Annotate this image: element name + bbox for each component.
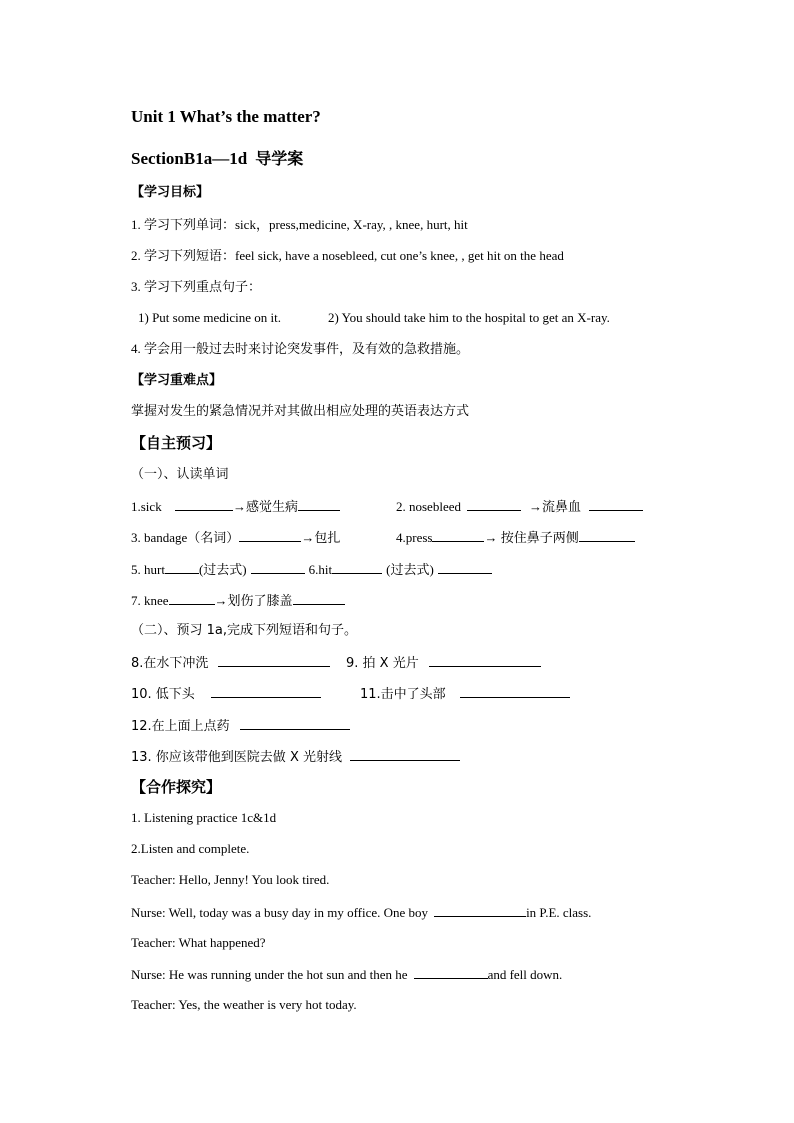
- phrase-9-blank[interactable]: [429, 653, 541, 667]
- word-1-blank[interactable]: [175, 497, 233, 511]
- section-subtitle: [131, 148, 303, 170]
- section-subtitle-cn: 导学案: [255, 149, 304, 168]
- word-row-7: [131, 591, 345, 610]
- dialogue-line-4-end: and fell down.: [487, 967, 563, 982]
- word-5-past-blank[interactable]: [251, 560, 305, 574]
- dialogue-line-3: Teacher: What happened?: [131, 935, 266, 950]
- word-3-blank[interactable]: [239, 528, 301, 542]
- dialogue-line-4: [131, 965, 562, 984]
- coop-item-2: 2.Listen and complete.: [131, 841, 250, 856]
- word-4-label: 4.press: [396, 530, 433, 545]
- objective-item-1: 1. 学习下列单词：sick，press,medicine, X-ray, , knee, hurt, hit: [131, 217, 468, 232]
- part2-heading: （二）、预习 1a,完成下列短语和句子。: [131, 623, 358, 638]
- word-row-2: [396, 497, 643, 516]
- word-row-3: [131, 528, 340, 547]
- phrase-row-9: [346, 653, 541, 673]
- word-1-label: 1.sick: [131, 499, 162, 514]
- word-2-meaning-blank[interactable]: [589, 497, 643, 511]
- phrase-10-blank[interactable]: [211, 684, 321, 698]
- word-3-meaning: →包扎: [301, 530, 341, 545]
- phrase-9-label: 9. 拍 X 光片: [346, 656, 419, 671]
- phrase-row-11: [360, 684, 570, 704]
- word-6-past-blank[interactable]: [438, 560, 492, 574]
- word-1-meaning-blank[interactable]: [298, 497, 340, 511]
- preview-heading: 【自主预习】: [131, 434, 222, 452]
- part1-heading: （一）、认读单词: [131, 467, 229, 482]
- word-6-blank[interactable]: [332, 560, 382, 574]
- phrase-10-label: 10. 低下头: [131, 687, 195, 702]
- word-4-meaning-blank[interactable]: [579, 528, 635, 542]
- dialogue-line-2-end: in P.E. class.: [526, 905, 592, 920]
- phrase-12-blank[interactable]: [240, 716, 350, 730]
- page-title: Unit 1 What’s the matter?: [131, 107, 321, 126]
- phrase-13-label: 13. 你应该带他到医院去做 X 光射线: [131, 750, 342, 765]
- word-7-meaning-blank[interactable]: [293, 591, 345, 605]
- word-2-label: 2. nosebleed: [396, 499, 461, 514]
- dialogue-line-2-blank[interactable]: [434, 903, 526, 917]
- word-5-note: (过去式): [198, 562, 247, 577]
- phrase-row-8: [131, 653, 330, 673]
- phrase-8-label: 8.在水下冲洗: [131, 656, 209, 671]
- phrase-row-13: [131, 747, 460, 767]
- dialogue-line-2: [131, 903, 591, 922]
- word-7-blank[interactable]: [169, 591, 215, 605]
- dialogue-line-4-blank[interactable]: [414, 965, 488, 979]
- word-7-label: 7. knee: [131, 593, 169, 608]
- word-6-label: 6.hit: [308, 562, 333, 577]
- word-1-meaning: →感觉生病: [233, 499, 299, 514]
- dialogue-line-5: Teacher: Yes, the weather is very hot today.: [131, 997, 357, 1012]
- word-2-meaning: →流鼻血: [528, 499, 581, 514]
- word-4-blank[interactable]: [432, 528, 484, 542]
- objective-item-4: 4. 学会用一般过去时来讨论突发事件，及有效的急救措施。: [131, 341, 470, 356]
- word-row-5: [131, 560, 492, 579]
- dialogue-line-1: Teacher: Hello, Jenny! You look tired.: [131, 872, 330, 887]
- coop-item-1: 1. Listening practice 1c&1d: [131, 810, 277, 825]
- phrase-row-10: [131, 684, 321, 704]
- word-6-note: (过去式): [386, 562, 434, 577]
- word-4-meaning: → 按住鼻子两侧: [484, 530, 579, 545]
- phrase-row-12: [131, 716, 350, 736]
- coop-heading: 【合作探究】: [131, 778, 222, 796]
- dialogue-line-4-start: Nurse: He was running under the hot sun and then he: [131, 967, 408, 982]
- word-5-label: 5. hurt: [131, 562, 165, 577]
- difficulty-heading: 【学习重难点】: [131, 373, 223, 388]
- word-5-blank[interactable]: [165, 560, 199, 574]
- objectives-heading: 【学习目标】: [131, 185, 210, 200]
- phrase-11-label: 11.击中了头部: [360, 687, 446, 702]
- word-7-meaning: →划伤了膝盖: [214, 593, 293, 608]
- phrase-12-label: 12.在上面上点药: [131, 719, 230, 734]
- word-2-blank[interactable]: [467, 497, 521, 511]
- phrase-11-blank[interactable]: [460, 684, 570, 698]
- key-sentence-2: 2) You should take him to the hospital to get an X-ray.: [328, 310, 610, 325]
- objective-item-3: 3. 学习下列重点句子：: [131, 279, 262, 294]
- dialogue-line-2-start: Nurse: Well, today was a busy day in my office. One boy: [131, 905, 429, 920]
- difficulty-text: 掌握对发生的紧急情况并对其做出相应处理的英语表达方式: [131, 404, 470, 419]
- word-row-4: [396, 528, 635, 547]
- phrase-13-blank[interactable]: [350, 747, 460, 761]
- word-row-1: [131, 497, 340, 516]
- phrase-8-blank[interactable]: [218, 653, 330, 667]
- objective-item-2: 2. 学习下列短语：feel sick, have a nosebleed, cut one’s knee, , get hit on the head: [131, 248, 564, 263]
- word-3-label: 3. bandage（名词）: [131, 530, 240, 545]
- section-subtitle-en: SectionB1a—1d: [131, 149, 248, 168]
- key-sentence-1: 1) Put some medicine on it.: [138, 310, 281, 325]
